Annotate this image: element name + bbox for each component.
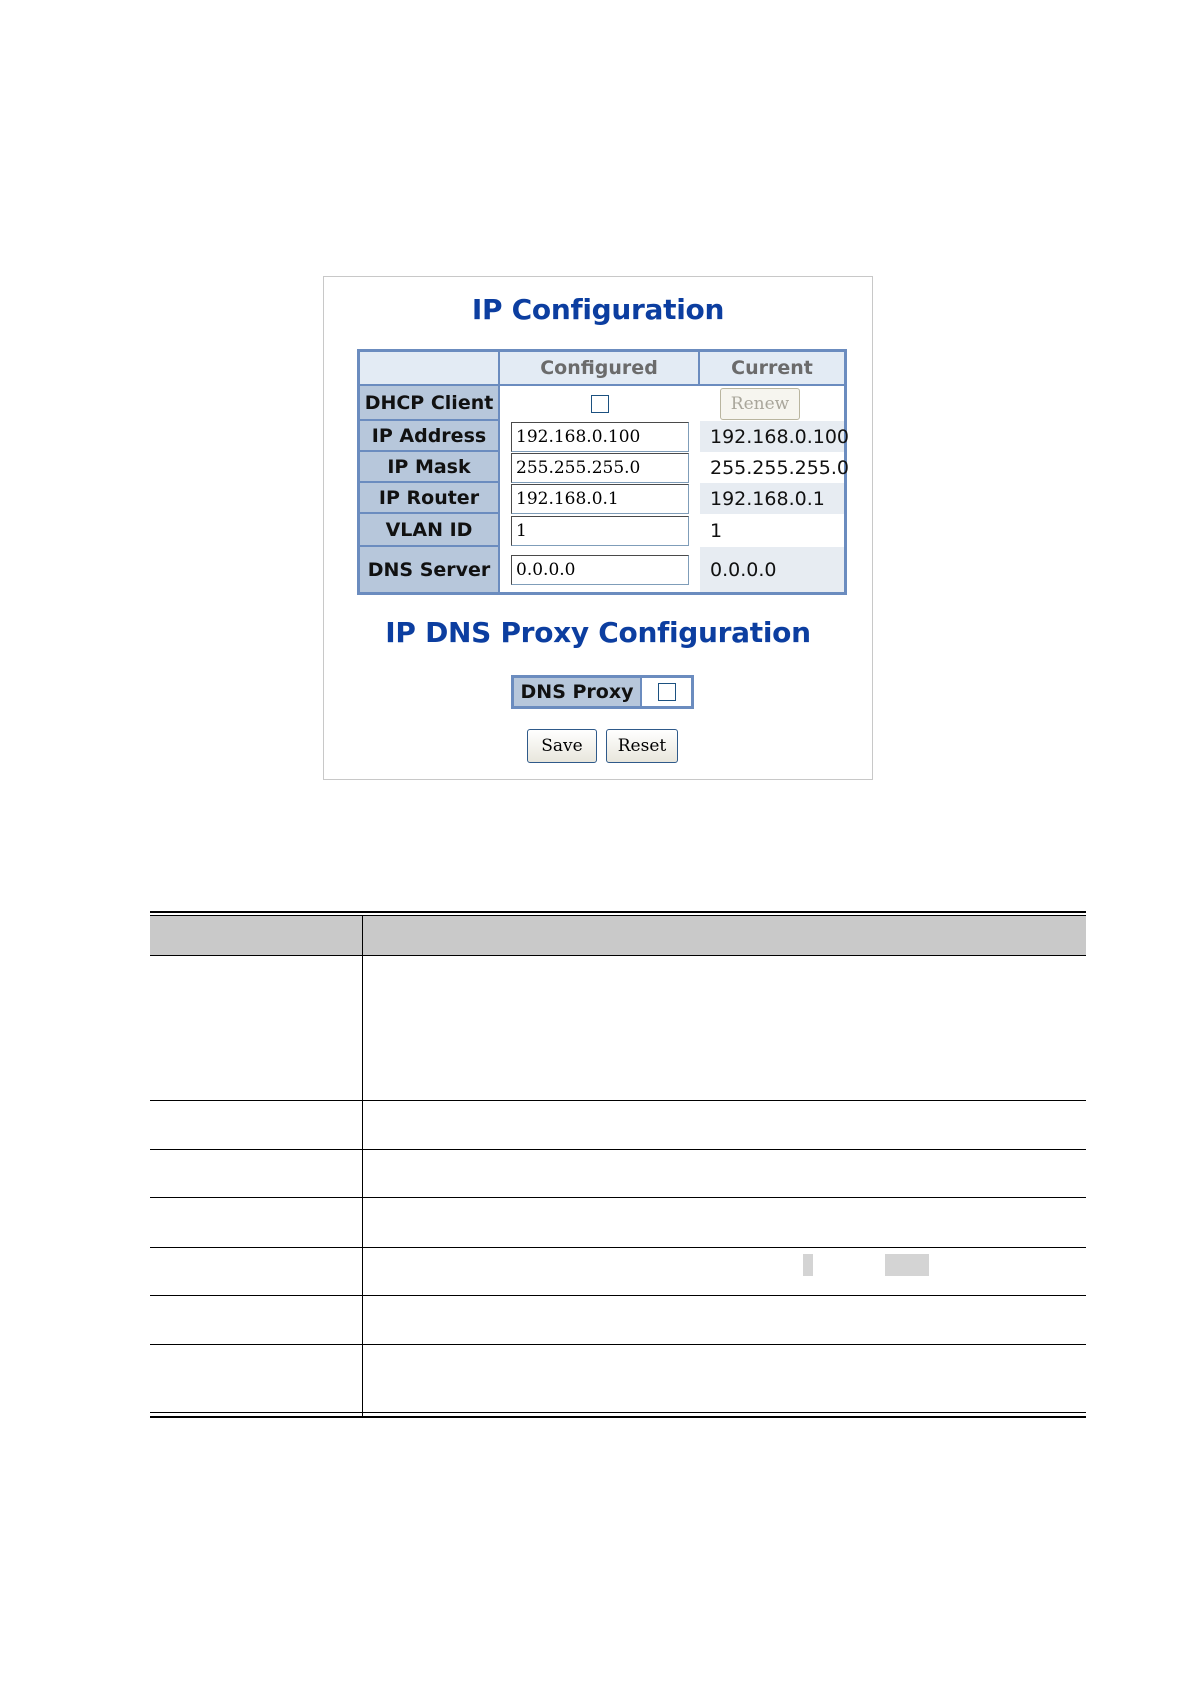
dhcp-client-configured-cell bbox=[500, 386, 700, 421]
ip-mask-current: 255.255.255.0 bbox=[700, 452, 844, 483]
dhcp-client-checkbox[interactable] bbox=[591, 395, 609, 413]
ip-configuration-title: IP Configuration bbox=[471, 293, 725, 326]
row-dhcp-client bbox=[360, 386, 844, 421]
row-ip-address bbox=[360, 421, 850, 452]
dhcp-client-label: DHCP Client bbox=[360, 386, 500, 421]
table-row-divider bbox=[150, 1149, 1086, 1150]
ip-router-configured-cell bbox=[500, 483, 700, 514]
table-header-row bbox=[360, 352, 844, 386]
ip-router-input[interactable] bbox=[511, 484, 689, 514]
row-ip-router bbox=[360, 483, 844, 514]
description-table-header bbox=[150, 916, 1086, 955]
row-dns-server bbox=[360, 547, 844, 592]
ip-mask-label: IP Mask bbox=[360, 452, 500, 483]
dhcp-client-current-cell bbox=[700, 386, 844, 421]
table-bottom-rule bbox=[150, 1416, 1086, 1418]
ip-address-input[interactable] bbox=[511, 422, 689, 452]
dns-server-configured-cell bbox=[500, 547, 700, 592]
ip-configuration-panel bbox=[323, 276, 873, 780]
highlight-mark bbox=[803, 1254, 813, 1276]
ip-address-configured-cell bbox=[500, 421, 700, 452]
ip-address-label: IP Address bbox=[360, 421, 500, 452]
dns-proxy-title: IP DNS Proxy Configuration bbox=[385, 616, 811, 649]
ip-address-current: 192.168.0.100 bbox=[700, 421, 844, 452]
table-column-divider bbox=[362, 916, 363, 1418]
vlan-id-configured-cell bbox=[500, 514, 700, 547]
header-blank bbox=[360, 352, 500, 386]
save-button[interactable]: Save bbox=[527, 729, 597, 763]
dns-server-label: DNS Server bbox=[360, 547, 500, 592]
dns-proxy-table bbox=[511, 675, 694, 709]
ip-configuration-table bbox=[357, 349, 850, 595]
description-table bbox=[150, 911, 1086, 1418]
ip-mask-configured-cell bbox=[500, 452, 700, 483]
header-current: Current bbox=[700, 352, 844, 386]
dns-server-input[interactable] bbox=[511, 555, 689, 585]
table-row-divider bbox=[150, 1344, 1086, 1345]
vlan-id-input[interactable] bbox=[511, 516, 689, 546]
highlight-mark bbox=[885, 1254, 929, 1276]
table-row-divider bbox=[150, 1295, 1086, 1296]
header-configured: Configured bbox=[500, 352, 700, 386]
table-row-divider bbox=[150, 1197, 1086, 1198]
ip-router-current: 192.168.0.1 bbox=[700, 483, 844, 514]
reset-button[interactable]: Reset bbox=[606, 729, 678, 763]
table-row-divider bbox=[150, 1247, 1086, 1248]
renew-button[interactable]: Renew bbox=[720, 388, 800, 420]
row-ip-mask bbox=[360, 452, 850, 483]
dns-proxy-checkbox[interactable] bbox=[658, 683, 676, 701]
vlan-id-current: 1 bbox=[700, 514, 844, 547]
ip-router-label: IP Router bbox=[360, 483, 500, 514]
dns-proxy-label: DNS Proxy bbox=[514, 678, 642, 706]
ip-mask-input[interactable] bbox=[511, 453, 689, 483]
dns-server-current: 0.0.0.0 bbox=[700, 547, 844, 592]
table-row-divider bbox=[150, 1100, 1086, 1101]
row-vlan-id bbox=[360, 514, 844, 547]
table-row-divider bbox=[150, 955, 1086, 956]
table-top-rule bbox=[150, 911, 1086, 913]
table-bottom-rule-thin bbox=[150, 1412, 1086, 1413]
vlan-id-label: VLAN ID bbox=[360, 514, 500, 547]
dns-proxy-checkbox-cell bbox=[642, 678, 691, 706]
